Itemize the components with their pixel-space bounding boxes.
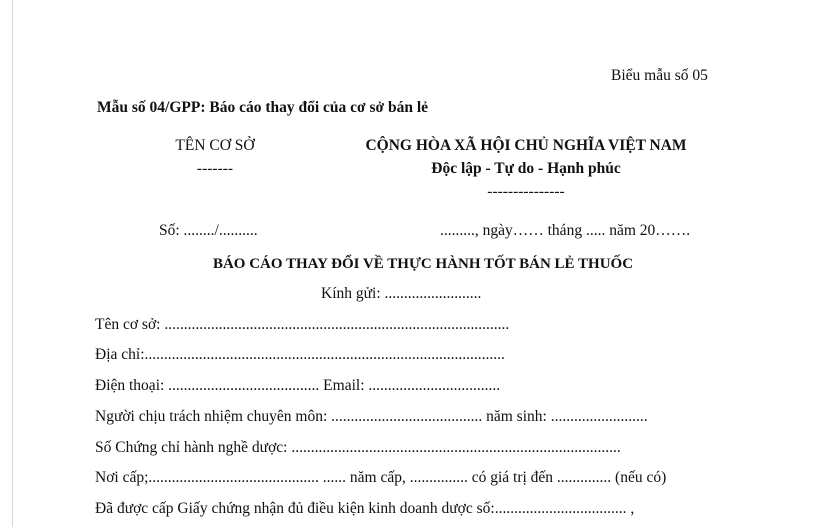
nation-title: CỘNG HÒA XÃ HỘI CHỦ NGHĨA VIỆT NAM xyxy=(365,137,687,154)
recipient-line: Kính gửi: ......................... xyxy=(321,285,482,302)
document-number: Số: ......../.......... xyxy=(159,222,258,239)
facility-header: TÊN CƠ SỞ xyxy=(175,137,255,154)
motto-dashes: --------------- xyxy=(487,183,565,200)
field-business-certificate: Đã được cấp Giấy chứng nhận đủ điều kiện kinh doanh dược số:.................................. , xyxy=(95,500,635,517)
document-page xyxy=(12,0,813,527)
date-line: ........., ngày…… tháng ..... năm 20……. xyxy=(440,222,691,239)
field-issue-place: Nơi cấp;............................................ ...... năm cấp, ............... có giá trị đến .............. (nếu có) xyxy=(95,469,667,486)
form-number: Biểu mẫu số 05 xyxy=(611,67,708,84)
motto: Độc lập - Tự do - Hạnh phúc xyxy=(431,160,621,177)
field-address: Địa chỉ:............................................................................................. xyxy=(95,346,505,363)
field-responsible-person: Người chịu trách nhiệm chuyên môn: ....................................... năm sinh: ......................... xyxy=(95,408,648,425)
form-title: Mẫu số 04/GPP: Báo cáo thay đổi của cơ sở bán lẻ xyxy=(97,99,429,116)
field-phone-email: Điện thoại: ....................................... Email: .................................. xyxy=(95,377,501,394)
field-facility-name: Tên cơ sở: ......................................................................................... xyxy=(95,316,510,333)
field-certificate-number: Số Chứng chỉ hành nghề dược: ..................................................................................... xyxy=(95,439,621,456)
report-title: BÁO CÁO THAY ĐỔI VỀ THỰC HÀNH TỐT BÁN LẺ THUỐC xyxy=(212,256,634,272)
facility-dashes: ------- xyxy=(196,160,234,177)
